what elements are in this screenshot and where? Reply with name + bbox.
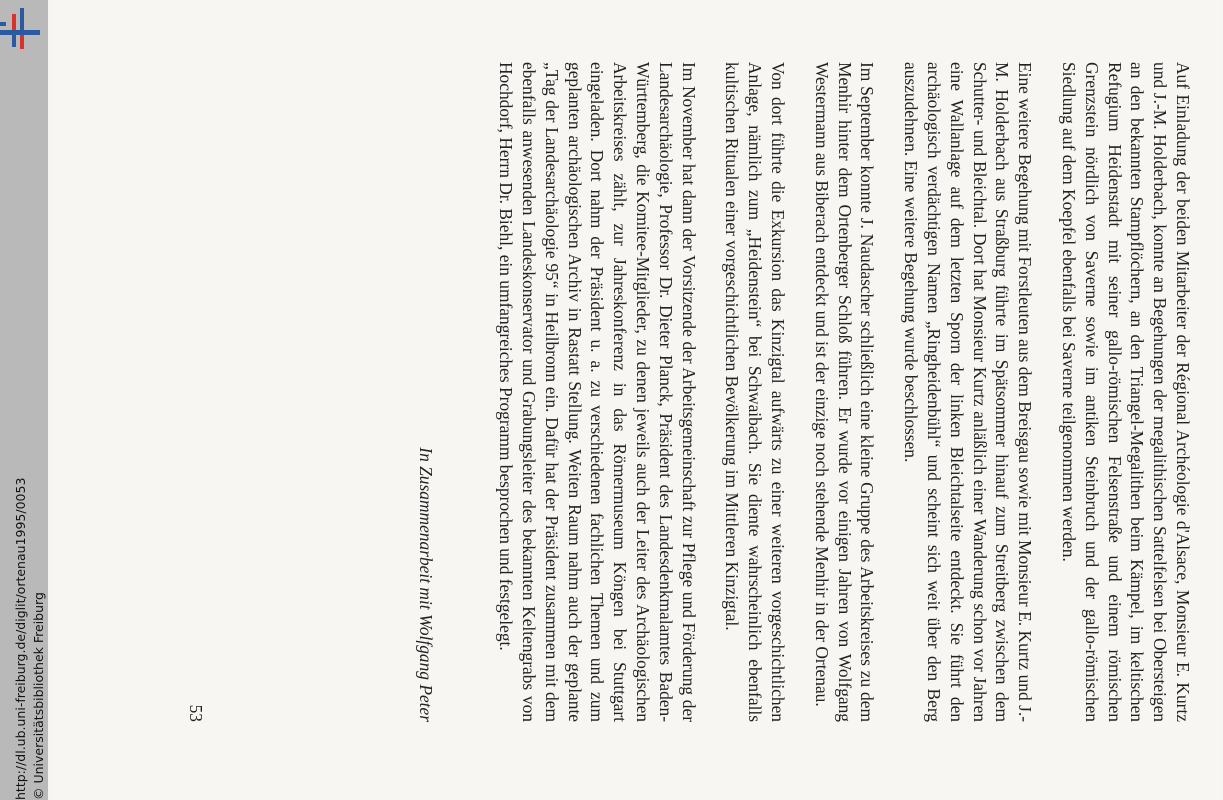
author-signature: In Zusammenarbeit mit Wolfgang Peter	[416, 447, 436, 722]
paragraph: Im September konnte J. Naudascher schließlich eine kleine Gruppe des Arbeitskreises zu dem Menhir hinter dem Ortenberger Schloß führen. Er wurde vor einigen Jahren von Wolfgang Westermann aus Biberach entdeckt und ist der einzige noch stehende Menhir in der Ortenau.	[811, 62, 878, 722]
viewer-margin-strip	[0, 0, 48, 800]
margin-source-text	[12, 478, 48, 800]
copyright-notice: © Universitätsbibliothek Freiburg	[31, 592, 46, 800]
paragraph: Von dort führte die Exkursion das Kinzigtal aufwärts zu einer weiteren vorgeschichtlichen Anlage, nämlich zum „Heidenstein“ bei Schwaibach. Sie diente wahrscheinlich ebenfalls kultischen Ritualen einer vorgeschichtlichen Bevölkerung im Mittleren Kinzigtal.	[722, 62, 789, 722]
paragraph: Eine weitere Begehung mit Forstleuten aus dem Breisgau sowie mit Monsieur E. Kurtz und J.-M. Holderbach aus Straßburg führte im Spätsommer hinauf zum Streitberg zwischen dem Schutter- und Bleichtal. Dort hat Monsieur Kurtz anläßlich einer Wanderung schon vor Jahren eine Wallanlage auf dem letzten Sporn der linken Bleichtalseite entdeckt. Sie führt den archäologisch verdächtigen Namen „Ringheidenbühl“ und scheint sich weit über den Berg auszudehnen. Eine weitere Begehung wurde beschlossen.	[901, 62, 1036, 722]
paragraph: Auf Einladung der beiden Mitarbeiter der Régional Archéologie d'Alsace, Monsieur E. Kurtz und J.-M. Holderbach, konnte an Begehungen der megalithischen Sattelfelsen bei Obersteigen an den bekannten Stampflöchern, an den Triangel-Megalithen beim Kämpel, im keltischen Refugium Heidenstadt mit seiner gallo-römischen Felsenstraße und einem römischen Grenzstein nördlich von Saverne sowie im antiken Steinbruch und der gallo-römischen Siedlung auf dem Koepfel ebenfalls bei Saverne teilgenommen werden.	[1059, 62, 1193, 722]
source-url[interactable]: http://dl.ub.uni-freiburg.de/diglit/ortenau1995/0053	[13, 477, 28, 800]
library-logo-icon	[0, 0, 48, 60]
document-page	[52, 0, 1222, 800]
document-body	[473, 62, 1194, 722]
page-number: 53	[186, 704, 206, 722]
paragraph: Im November hat dann der Vorsitzende der Arbeitsgemeinschaft zur Pflege und Förderung der Landesarchäologie, Professor Dr. Dieter Planck, Präsident des Landesdenkmalamtes Baden-Württemberg, die Komitee-Mitglieder, zu denen jeweils auch der Leiter des Archäologischen Arbeitskreises zählt, zur Jahreskonferenz in das Römermuseum Köngen bei Stuttgart eingeladen. Dort nahm der Präsident u. a. zu verschiedenen fachlichen Themen und zum geplanten archäologischen Archiv in Rastatt Stellung. Weiten Raum nahm auch der geplante „Tag der Landesarchäologie 95“ in Heilbronn ein. Dafür hat der Präsident zusammen mit dem ebenfalls anwesenden Landeskonservator und Grabungsleiter des bekannten Keltengrabs von Hochdorf, Herrn Dr. Biehl, ein umfangreiches Programm besprochen und festgelegt.	[496, 62, 699, 722]
